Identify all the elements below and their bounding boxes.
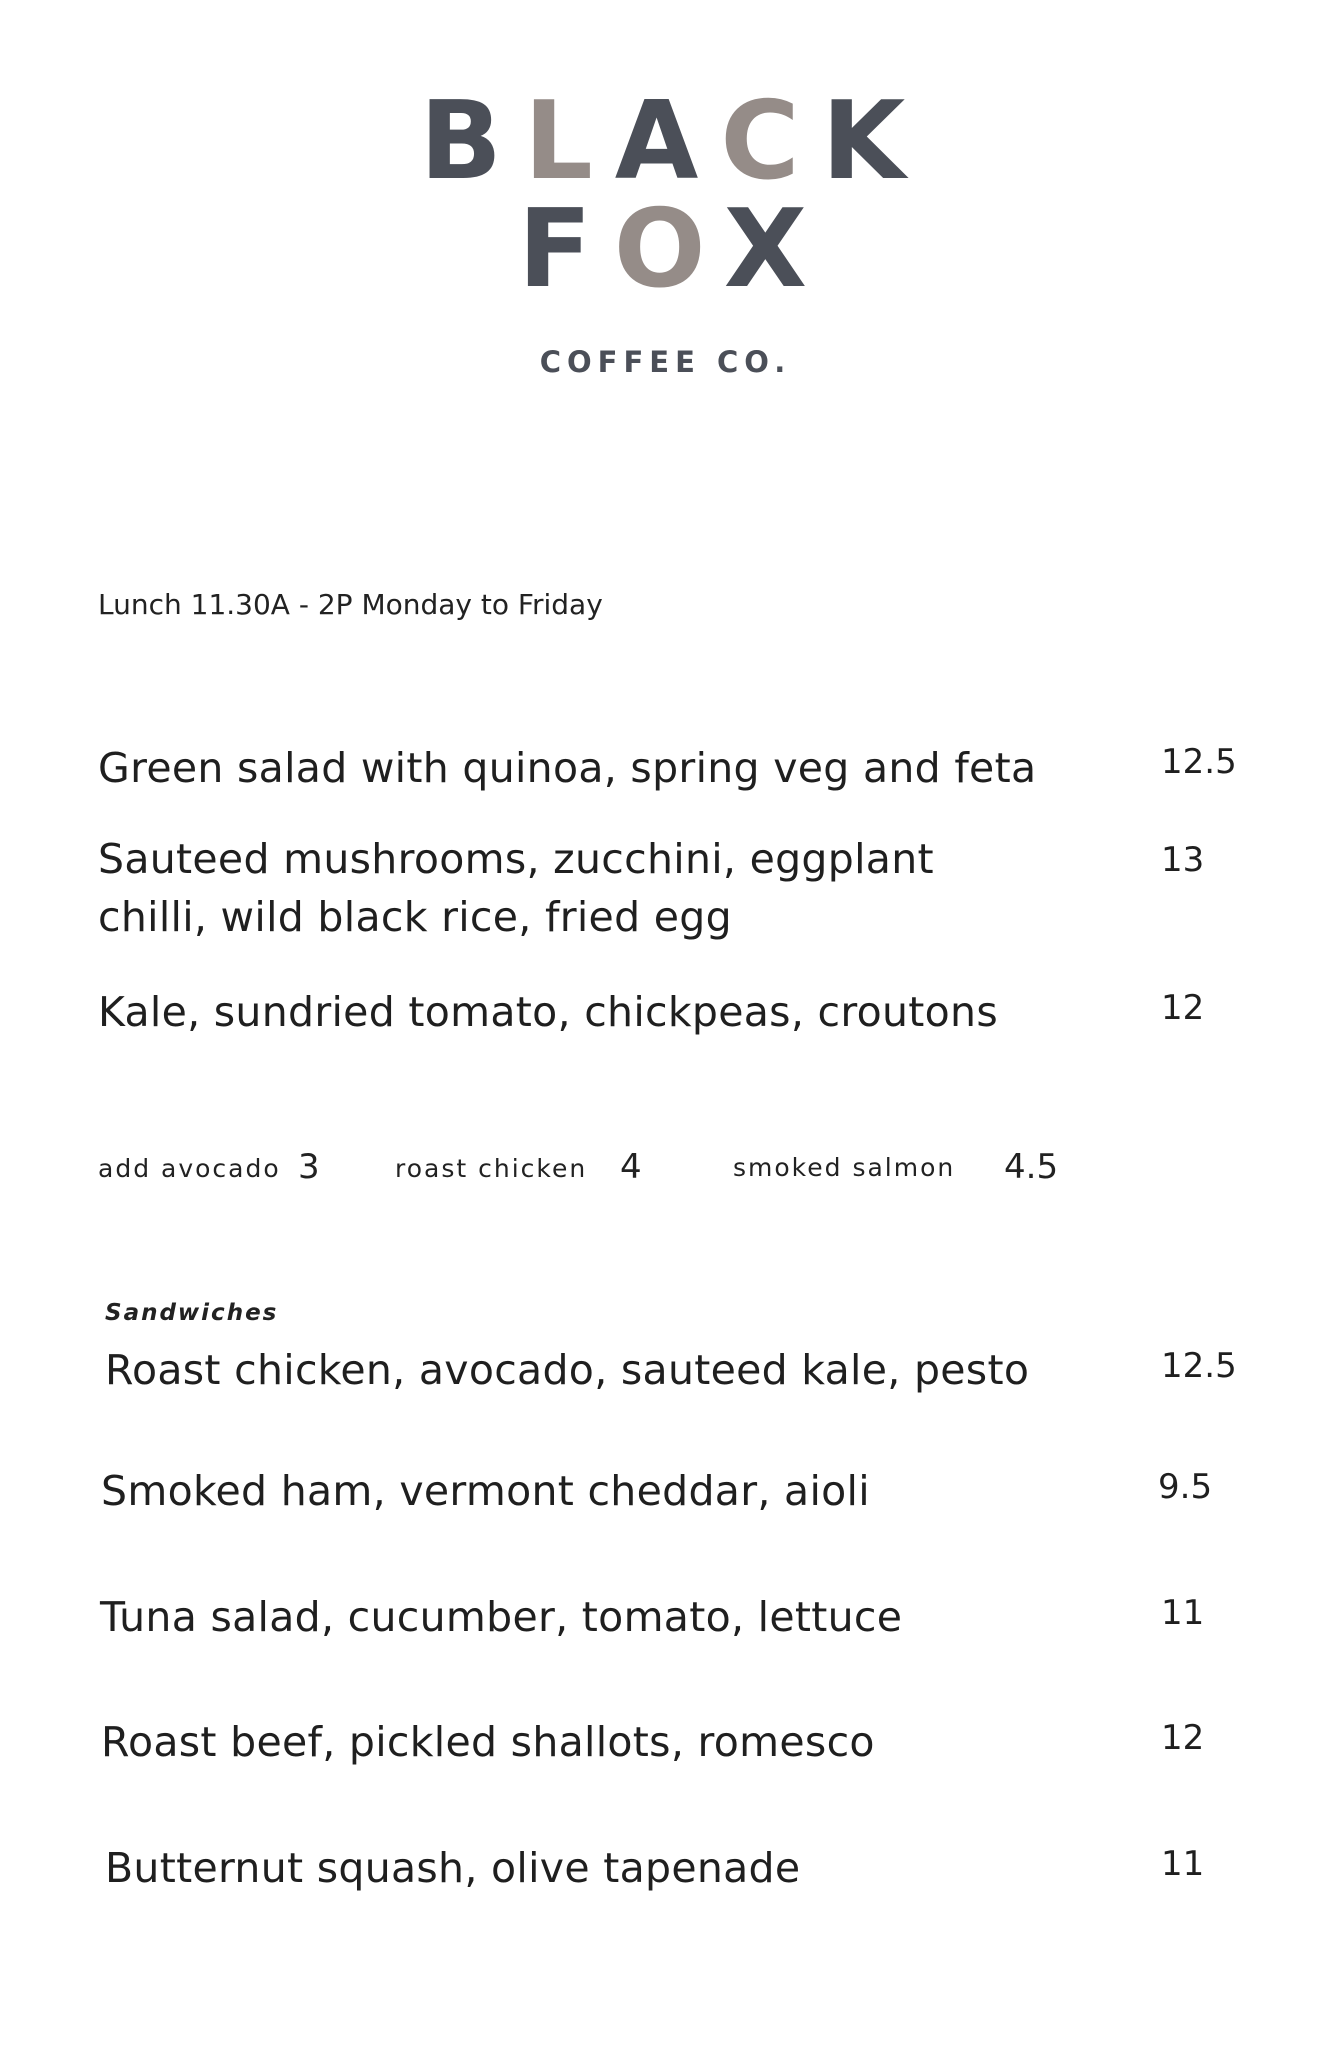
logo-wordmark-black bbox=[0, 79, 1325, 204]
menu-item-name: Tuna salad, cucumber, tomato, lettuce bbox=[100, 1593, 903, 1641]
menu-item-price: 12 bbox=[1161, 1718, 1205, 1758]
menu-item-price: 11 bbox=[1161, 1844, 1205, 1884]
addon-label: smoked salmon bbox=[733, 1153, 956, 1182]
logo-letter: C bbox=[720, 79, 822, 204]
menu-item-name: Smoked ham, vermont cheddar, aioli bbox=[101, 1467, 870, 1515]
logo-letter: A bbox=[614, 79, 721, 204]
addon-price: 4.5 bbox=[1004, 1147, 1059, 1187]
logo-letter: L bbox=[523, 79, 615, 204]
menu-item-price: 13 bbox=[1161, 840, 1205, 880]
menu-item-price: 12.5 bbox=[1161, 742, 1237, 782]
addon-label: roast chicken bbox=[395, 1154, 588, 1183]
logo-letter: B bbox=[419, 79, 524, 204]
logo-letter: X bbox=[723, 187, 830, 312]
addon-price: 3 bbox=[298, 1147, 320, 1187]
logo-subtitle: COFFEE CO. bbox=[539, 345, 792, 379]
menu-item-price: 12 bbox=[1161, 988, 1205, 1028]
logo-wordmark-fox bbox=[0, 187, 1325, 312]
logo-letter: O bbox=[613, 187, 724, 312]
menu-item-name: Roast chicken, avocado, sauteed kale, pesto bbox=[105, 1346, 1030, 1394]
logo-letter: F bbox=[517, 187, 614, 312]
menu-item-name: Green salad with quinoa, spring veg and feta bbox=[98, 744, 1037, 792]
menu-item-name: Roast beef, pickled shallots, romesco bbox=[101, 1718, 875, 1766]
addon-label: add avocado bbox=[98, 1154, 281, 1183]
menu-item-name: Kale, sundried tomato, chickpeas, croutons bbox=[98, 988, 998, 1036]
addon-price: 4 bbox=[620, 1147, 642, 1187]
logo-letter: K bbox=[821, 79, 928, 204]
section-heading-sandwiches: Sandwiches bbox=[105, 1300, 279, 1326]
menu-item-name: chilli, wild black rice, fried egg bbox=[98, 893, 732, 941]
menu-item-name: Butternut squash, olive tapenade bbox=[105, 1844, 801, 1892]
lunch-hours: Lunch 11.30A - 2P Monday to Friday bbox=[98, 588, 603, 621]
menu-item-price: 11 bbox=[1161, 1593, 1205, 1633]
menu-item-price: 12.5 bbox=[1161, 1346, 1237, 1386]
menu-item-name: Sauteed mushrooms, zucchini, eggplant bbox=[98, 835, 934, 883]
menu-item-price: 9.5 bbox=[1158, 1467, 1213, 1507]
